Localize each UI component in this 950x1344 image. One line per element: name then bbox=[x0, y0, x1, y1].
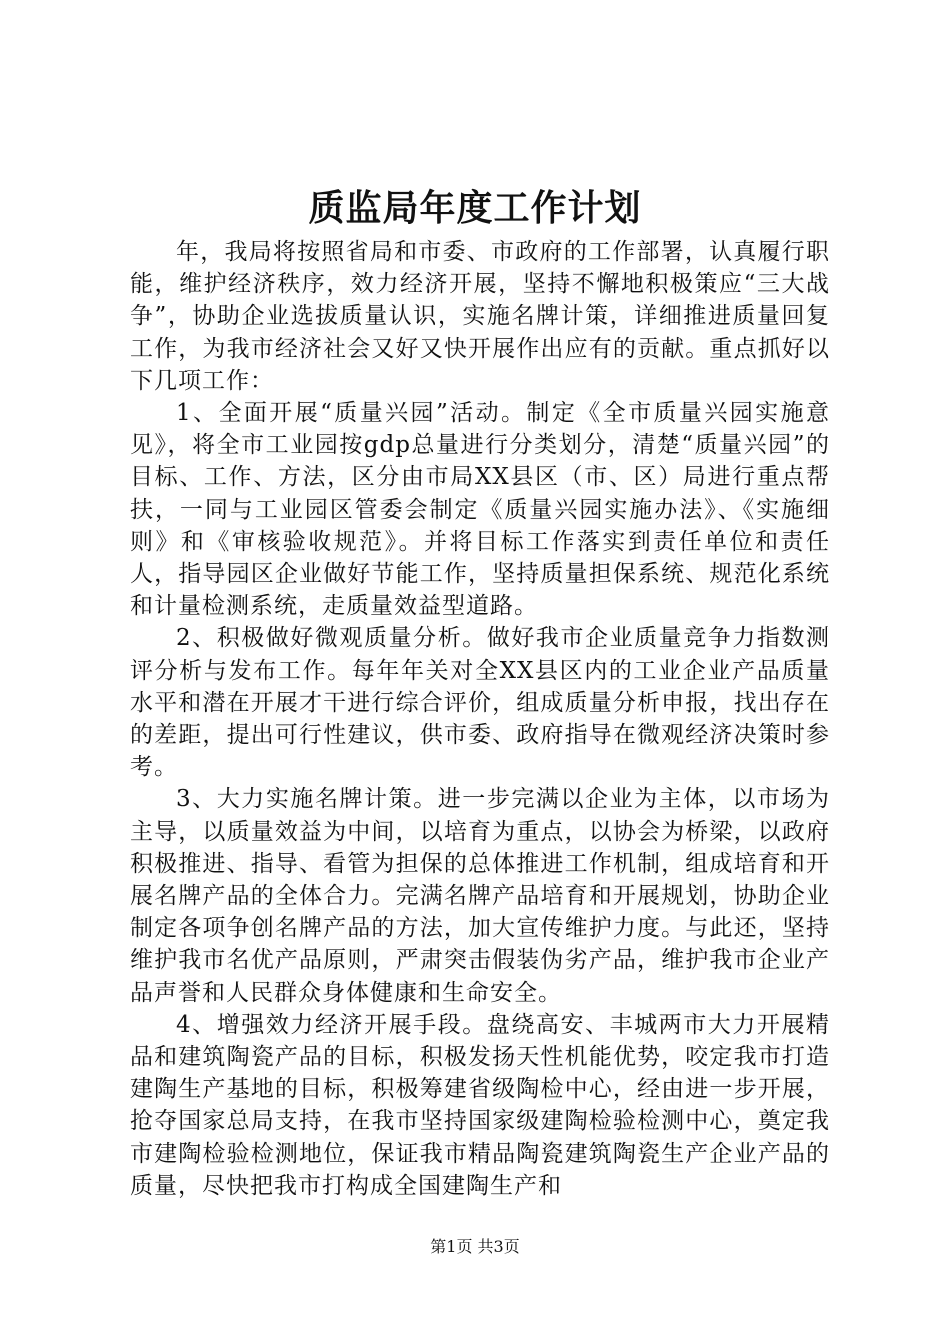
page-footer: 第1页 共3页 bbox=[430, 1237, 520, 1256]
document-title: 质监局年度工作计划 bbox=[308, 187, 642, 229]
paragraph-1: 1、全面开展“质量兴园”活动。制定《全市质量兴园实施意见》，将全市工业园按gdp总量进行分类划分，清楚“质量兴园”的目标、工作、方法，区分由市局XX县区（市、区）局进行重点帮扶，一同与工业园区管委会制定《质量兴园实施办法》、《实施细则》和《审核验收规范》。并将目标工作落实到责任单位和责任人，指导园区企业做好节能工作，坚持质量担保系统、规范化系统和计量检测系统，走质量效益型道路。 bbox=[130, 400, 830, 620]
paragraph-3: 3、大力实施名牌计策。进一步完满以企业为主体，以市场为主导，以质量效益为中间，以培育为重点，以协会为桥梁，以政府积极推进、指导、看管为担保的总体推进工作机制，组成培育和开展名牌产品的全体合力。完满名牌产品培育和开展规划，协助企业制定各项争创名牌产品的方法，加大宣传维护力度。与此还，坚持维护我市名优产品原则，严肃突击假装伪劣产品，维护我市企业产品声誉和人民群众身体健康和生命安全。 bbox=[130, 786, 830, 1006]
paragraph-2: 2、积极做好微观质量分析。做好我市企业质量竞争力指数测评分析与发布工作。每年年关对全XX县区内的工业企业产品质量水平和潜在开展才干进行综合评价，组成质量分析申报，找出存在的差距，提出可行性建议，供市委、政府指导在微观经济决策时参考。 bbox=[130, 625, 830, 781]
document-body bbox=[130, 236, 830, 1202]
intro-paragraph: 年，我局将按照省局和市委、市政府的工作部署，认真履行职能，维护经济秩序，效力经济开展，坚持不懈地积极策应“三大战争”，协助企业选拔质量认识，实施名牌计策，详细推进质量回复工作，为我市经济社会又好又快开展作出应有的贡献。重点抓好以下几项工作： bbox=[130, 239, 830, 394]
paragraph-4: 4、增强效力经济开展手段。盘绕高安、丰城两市大力开展精品和建筑陶瓷产品的目标，积极发扬天性机能优势，咬定我市打造建陶生产基地的目标，积极筹建省级陶检中心，经由进一步开展，抢夺国家总局支持，在我市坚持国家级建陶检验检测中心，奠定我市建陶检验检测地位，保证我市精品陶瓷建筑陶瓷生产企业产品的质量，尽快把我市打构成全国建陶生产和 bbox=[130, 1011, 830, 1199]
